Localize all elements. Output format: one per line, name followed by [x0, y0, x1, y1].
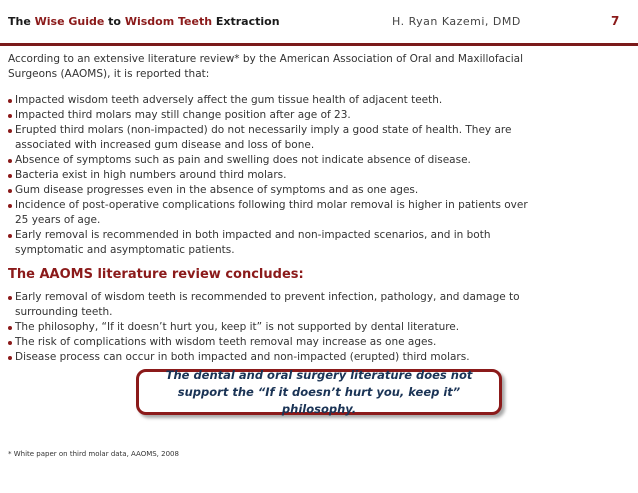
- bullet-item: [8, 320, 628, 335]
- bullet-line: Incidence of post-operative complications following third molar removal is higher in patients over: [15, 199, 528, 211]
- bullet-item: [8, 93, 628, 108]
- findings-list: [8, 93, 628, 258]
- bullet-line: Gum disease progresses even in the absence of symptoms and as one ages.: [15, 184, 419, 196]
- bullet-line: surrounding teeth.: [15, 306, 113, 318]
- bullet-line: 25 years of age.: [15, 214, 101, 226]
- bullet-line: Impacted third molars may still change position after age of 23.: [15, 109, 351, 121]
- footnote: * White paper on third molar data, AAOMS, 2008: [8, 450, 179, 458]
- callout-line: support the “If it doesn’t hurt you, keep it” philosophy.: [177, 384, 461, 416]
- bullet-item: [8, 108, 628, 123]
- callout-box: [136, 369, 502, 415]
- conclusions-list: [8, 290, 628, 365]
- bullet-item: [8, 335, 628, 350]
- bullet-dot-icon: [8, 296, 12, 300]
- title-text: to: [104, 15, 125, 28]
- bullet-item: [8, 350, 628, 365]
- bullet-dot-icon: [8, 234, 12, 238]
- bullet-item: [8, 228, 628, 258]
- bullet-line: associated with increased gum disease and loss of bone.: [15, 139, 315, 151]
- slide-header: [0, 9, 638, 39]
- bullet-line: Bacteria exist in high numbers around third molars.: [15, 169, 287, 181]
- bullet-line: Absence of symptoms such as pain and swelling does not indicate absence of disease.: [15, 154, 471, 166]
- bullet-item: [8, 123, 628, 153]
- bullet-line: Impacted wisdom teeth adversely affect the gum tissue health of adjacent teeth.: [15, 94, 443, 106]
- bullet-item: [8, 198, 628, 228]
- intro-line: Surgeons (AAOMS), it is reported that:: [8, 68, 210, 80]
- page-number: 7: [611, 14, 620, 28]
- bullet-dot-icon: [8, 204, 12, 208]
- title-accent-text: Wisdom Teeth: [124, 15, 213, 28]
- title-text: The: [8, 15, 35, 28]
- bullet-dot-icon: [8, 159, 12, 163]
- bullet-line: symptomatic and asymptomatic patients.: [15, 244, 235, 256]
- title-accent-text: Wise Guide: [34, 15, 105, 28]
- bullet-item: [8, 183, 628, 198]
- bullet-line: Disease process can occur in both impacted and non-impacted (erupted) third molars.: [15, 351, 470, 363]
- bullet-dot-icon: [8, 189, 12, 193]
- bullet-dot-icon: [8, 341, 12, 345]
- intro-paragraph: [8, 52, 628, 82]
- bullet-item: [8, 290, 628, 320]
- bullet-dot-icon: [8, 356, 12, 360]
- document-title: [8, 15, 280, 28]
- bullet-item: [8, 153, 628, 168]
- bullet-dot-icon: [8, 129, 12, 133]
- bullet-line: The philosophy, “If it doesn’t hurt you, keep it” is not supported by dental literature.: [15, 321, 460, 333]
- callout-line: The dental and oral surgery literature does not: [165, 367, 473, 382]
- conclusion-heading: The AAOMS literature review concludes:: [8, 267, 304, 282]
- bullet-dot-icon: [8, 114, 12, 118]
- main-content: [8, 52, 628, 365]
- bullet-line: Erupted third molars (non-impacted) do not necessarily imply a good state of health. They are: [15, 124, 512, 136]
- intro-line: According to an extensive literature review* by the American Association of Oral and Maxillofacial: [8, 53, 523, 65]
- bullet-item: [8, 168, 628, 183]
- callout-text: [139, 367, 499, 418]
- header-divider: [0, 43, 638, 46]
- bullet-dot-icon: [8, 99, 12, 103]
- bullet-dot-icon: [8, 174, 12, 178]
- bullet-line: Early removal is recommended in both impacted and non-impacted scenarios, and in both: [15, 229, 491, 241]
- author-name: H. Ryan Kazemi, DMD: [392, 15, 521, 28]
- bullet-line: The risk of complications with wisdom teeth removal may increase as one ages.: [15, 336, 437, 348]
- bullet-line: Early removal of wisdom teeth is recommended to prevent infection, pathology, and damage to: [15, 291, 520, 303]
- bullet-dot-icon: [8, 326, 12, 330]
- title-text: Extraction: [212, 15, 280, 28]
